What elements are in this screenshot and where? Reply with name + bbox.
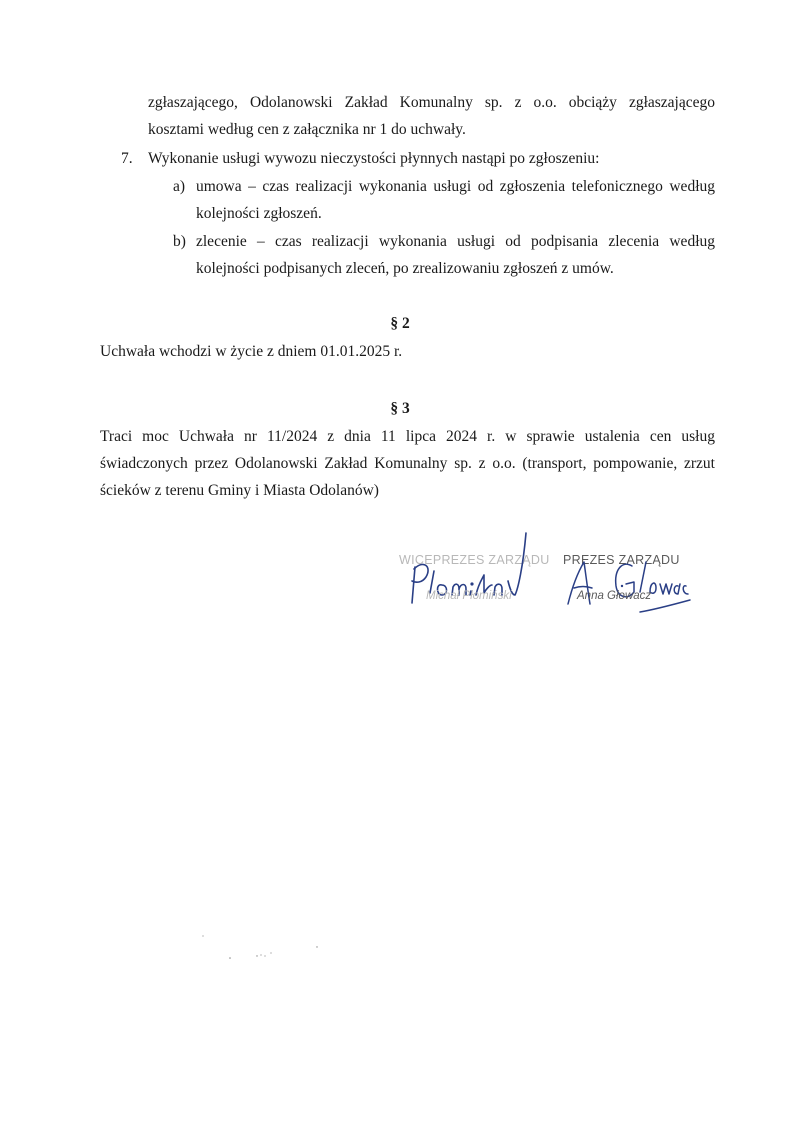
item-7b-marker: b)	[173, 233, 186, 250]
item-7-number: 7.	[121, 150, 133, 167]
scan-specks	[195, 930, 335, 970]
president-stamp-title: PREZES ZARZĄDU	[563, 553, 680, 567]
vice-president-stamp-name: Michał Płomiński	[426, 590, 512, 602]
item-7a-line-1: umowa – czas realizacji wykonania usługi od zgłoszenia telefonicznego według	[196, 178, 715, 195]
section-2-heading: § 2	[390, 315, 410, 332]
section-3-line-2: świadczonych przez Odolanowski Zakład Komunalny sp. z o.o. (transport, pompowanie, zrzut	[100, 455, 715, 472]
item-7a-marker: a)	[173, 178, 186, 195]
item-7a-line-2: kolejności zgłoszeń.	[196, 205, 322, 222]
paragraph-end-line-2: kosztami według cen z załącznika nr 1 do uchwały.	[148, 121, 466, 138]
paragraph-end-line-1: zgłaszającego, Odolanowski Zakład Komunalny sp. z o.o. obciąży zgłaszającego	[148, 94, 715, 111]
section-2-text: Uchwała wchodzi w życie z dniem 01.01.2025 r.	[100, 343, 403, 360]
item-7b-line-2: kolejności podpisanych zleceń, po zrealizowaniu zgłoszeń z umów.	[196, 260, 614, 277]
president-stamp-name: Anna Głowacz	[577, 590, 652, 602]
section-3-line-1: Traci moc Uchwała nr 11/2024 z dnia 11 lipca 2024 r. w sprawie ustalenia cen usług	[100, 428, 715, 445]
item-7-text: Wykonanie usługi wywozu nieczystości płynnych nastąpi po zgłoszeniu:	[148, 150, 600, 167]
vice-president-stamp-title: WICEPREZES ZARZĄDU	[399, 553, 550, 567]
section-3-heading: § 3	[390, 400, 410, 417]
item-7b-line-1: zlecenie – czas realizacji wykonania usługi od podpisania zlecenia według	[196, 233, 715, 250]
section-3-line-3: ścieków z terenu Gminy i Miasta Odolanów)	[100, 482, 379, 499]
